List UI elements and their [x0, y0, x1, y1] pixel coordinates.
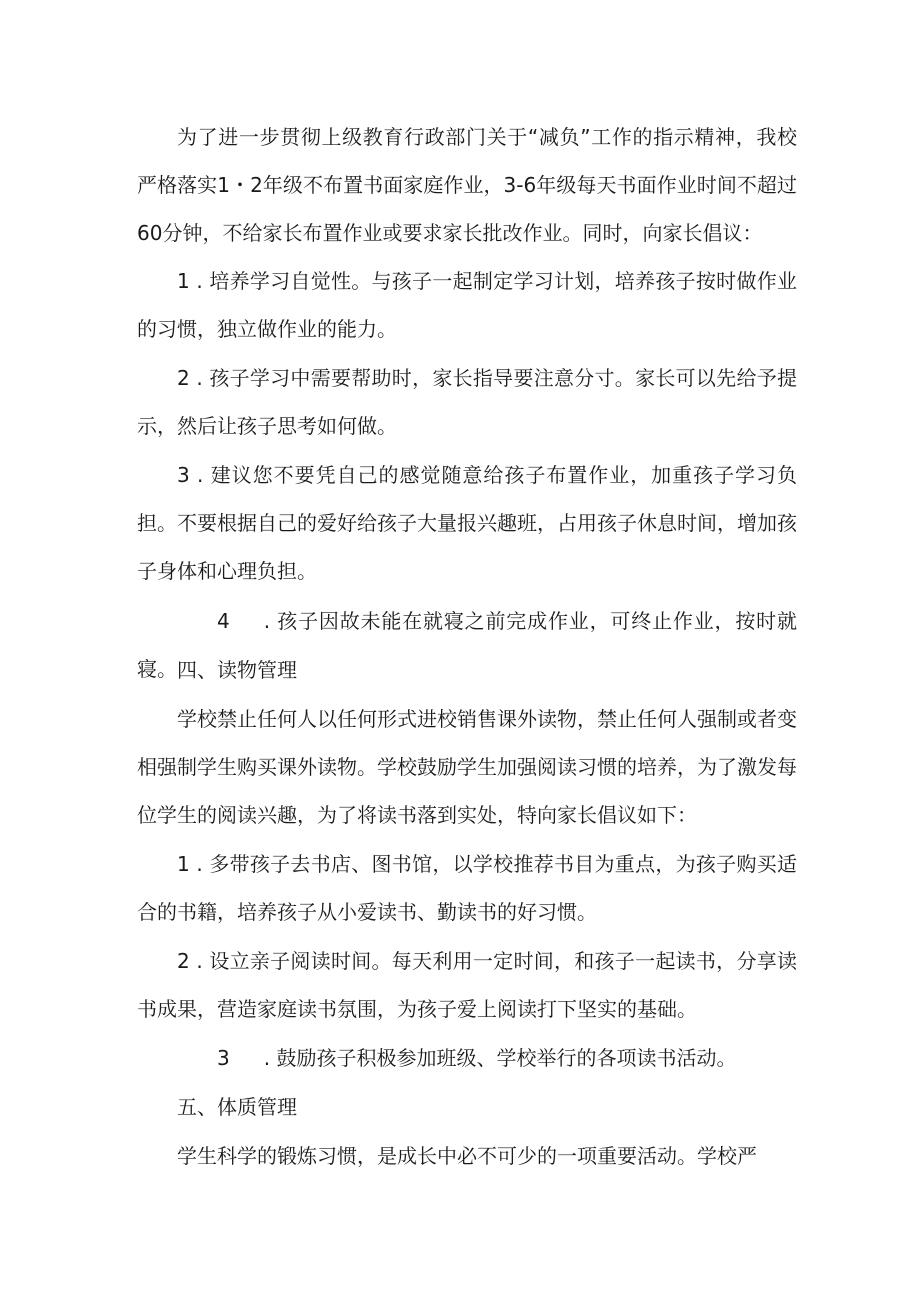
reading-intro-paragraph: 学校禁止任何人以任何形式进校销售课外读物，禁止任何人强制或者变相强制学生购买课外读物。学校鼓励学生加强阅读习惯的培养，为了激发每位学生的阅读兴趣，为了将读书落到实处，特向家长倡议如下： — [137, 707, 797, 827]
reading-item-1: 1 . 多带孩子去书店、图书馆，以学校推荐书目为重点，为孩子购买适合的书籍，培养孩子从小爱读书、勤读书的好习惯。 — [137, 852, 797, 924]
item-text: . 孩子因故未能在就寝之前完成作业，可终止作业，按时就寝。 — [137, 609, 797, 681]
item-number: 3 — [217, 1046, 230, 1070]
reading-item-3 — [137, 1034, 797, 1082]
section-heading-fitness: 五、体质管理 — [177, 1095, 297, 1119]
homework-item-1: 1 . 培养学习自觉性。与孩子一起制定学习计划，培养孩子按时做作业的习惯，独立做作业的能力。 — [137, 269, 797, 341]
intro-paragraph: 为了进一步贯彻上级教育行政部门关于“减负”工作的指示精神，我校严格落实1・2年级不布置书面家庭作业，3-6年级每天书面作业时间不超过60分钟，不给家长布置作业或要求家长批改作业。同时，向家长倡议： — [137, 125, 797, 245]
reading-item-2: 2 . 设立亲子阅读时间。每天利用一定时间，和孩子一起读书，分享读书成果，营造家庭读书氛围，为孩子爱上阅读打下坚实的基础。 — [137, 949, 797, 1021]
fitness-intro-paragraph: 学生科学的锻炼习惯，是成长中必不可少的一项重要活动。学校严 — [177, 1144, 757, 1168]
section-heading-reading: 四、读物管理 — [177, 658, 297, 682]
item-text: . 鼓励孩子积极参加班级、学校举行的各项读书活动。 — [263, 1046, 737, 1070]
homework-item-3: 3 . 建议您不要凭自己的感觉随意给孩子布置作业，加重孩子学习负担。不要根据自己的爱好给孩子大量报兴趣班，占用孩子休息时间，增加孩子身体和心理负担。 — [137, 463, 797, 583]
homework-item-2: 2 . 孩子学习中需要帮助时，家长指导要注意分寸。家长可以先给予提示，然后让孩子思考如何做。 — [137, 366, 797, 438]
item-number: 4 — [217, 609, 230, 633]
